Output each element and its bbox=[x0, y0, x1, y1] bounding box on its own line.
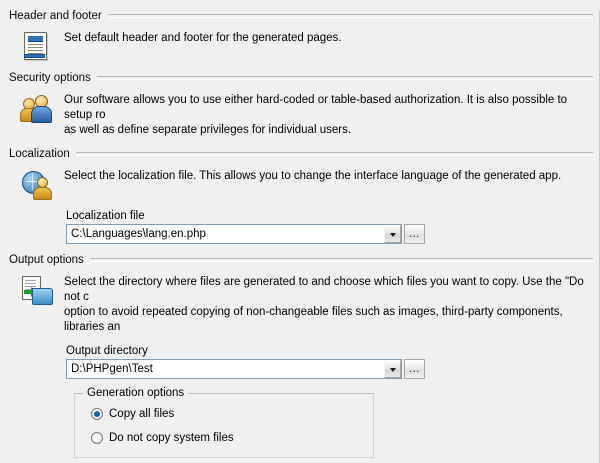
section-body-output-options bbox=[0, 266, 599, 335]
document-icon bbox=[20, 30, 52, 62]
section-description bbox=[64, 92, 591, 138]
section-divider bbox=[108, 14, 593, 18]
chevron-down-icon[interactable] bbox=[384, 360, 401, 378]
output-directory-row bbox=[66, 359, 599, 379]
chevron-down-icon[interactable] bbox=[384, 225, 401, 243]
localization-file-browse-button[interactable]: ... bbox=[404, 224, 425, 244]
options-panel bbox=[0, 10, 600, 463]
output-directory-browse-button[interactable]: ... bbox=[404, 359, 425, 379]
section-description-line1: Our software allows you to use either hard-coded or table-based authorization. It is also possible to setup ro bbox=[64, 94, 568, 121]
section-header-security-options bbox=[0, 72, 599, 84]
radio-do-not-copy-system-files[interactable] bbox=[91, 429, 363, 447]
section-description: Set default header and footer for the generated pages. bbox=[64, 32, 342, 44]
section-header-header-and-footer bbox=[0, 10, 599, 22]
section-body-header-and-footer bbox=[0, 22, 599, 62]
section-title: Header and footer bbox=[9, 10, 102, 22]
section-description-line2: as well as define separate privileges for individual users. bbox=[64, 124, 352, 136]
section-title: Security options bbox=[9, 72, 91, 84]
output-directory-label: Output directory bbox=[66, 345, 148, 357]
section-header-output-options bbox=[0, 254, 599, 266]
section-description bbox=[64, 274, 591, 335]
localization-file-row bbox=[66, 224, 599, 244]
localization-file-combobox[interactable] bbox=[66, 224, 402, 244]
localization-file-value[interactable]: C:\Languages\lang.en.php bbox=[71, 228, 206, 240]
output-directory-combobox[interactable] bbox=[66, 359, 402, 379]
localization-file-label: Localization file bbox=[66, 210, 145, 222]
output-directory-field bbox=[0, 345, 599, 379]
section-divider bbox=[76, 152, 593, 156]
radio-copy-all-files[interactable] bbox=[91, 405, 363, 423]
radio-button-icon[interactable] bbox=[91, 408, 103, 420]
section-description: Select the localization file. This allows you to change the interface language of the generated app. bbox=[64, 170, 562, 182]
generation-options-groupbox bbox=[74, 387, 374, 458]
generation-options-title: Generation options bbox=[83, 387, 188, 399]
section-title: Localization bbox=[9, 148, 70, 160]
globe-user-icon bbox=[20, 168, 52, 200]
section-body-localization bbox=[0, 160, 599, 200]
radio-button-icon[interactable] bbox=[91, 432, 103, 444]
section-title: Output options bbox=[9, 254, 84, 266]
users-icon bbox=[20, 92, 52, 124]
section-divider bbox=[90, 258, 593, 262]
output-directory-value[interactable]: D:\PHPgen\Test bbox=[71, 363, 153, 375]
section-body-security-options bbox=[0, 84, 599, 138]
radio-label[interactable]: Copy all files bbox=[109, 408, 175, 420]
section-header-localization bbox=[0, 148, 599, 160]
localization-file-field bbox=[0, 210, 599, 244]
folder-export-icon bbox=[20, 274, 52, 306]
section-description-line1: Select the directory where files are generated to and choose which files you want to copy. Use the "Do not c bbox=[64, 276, 584, 303]
section-description-line2: option to avoid repeated copying of non-changeable files such as images, third-party components, libraries an bbox=[64, 306, 563, 333]
radio-label[interactable]: Do not copy system files bbox=[109, 432, 234, 444]
section-divider bbox=[97, 76, 593, 80]
